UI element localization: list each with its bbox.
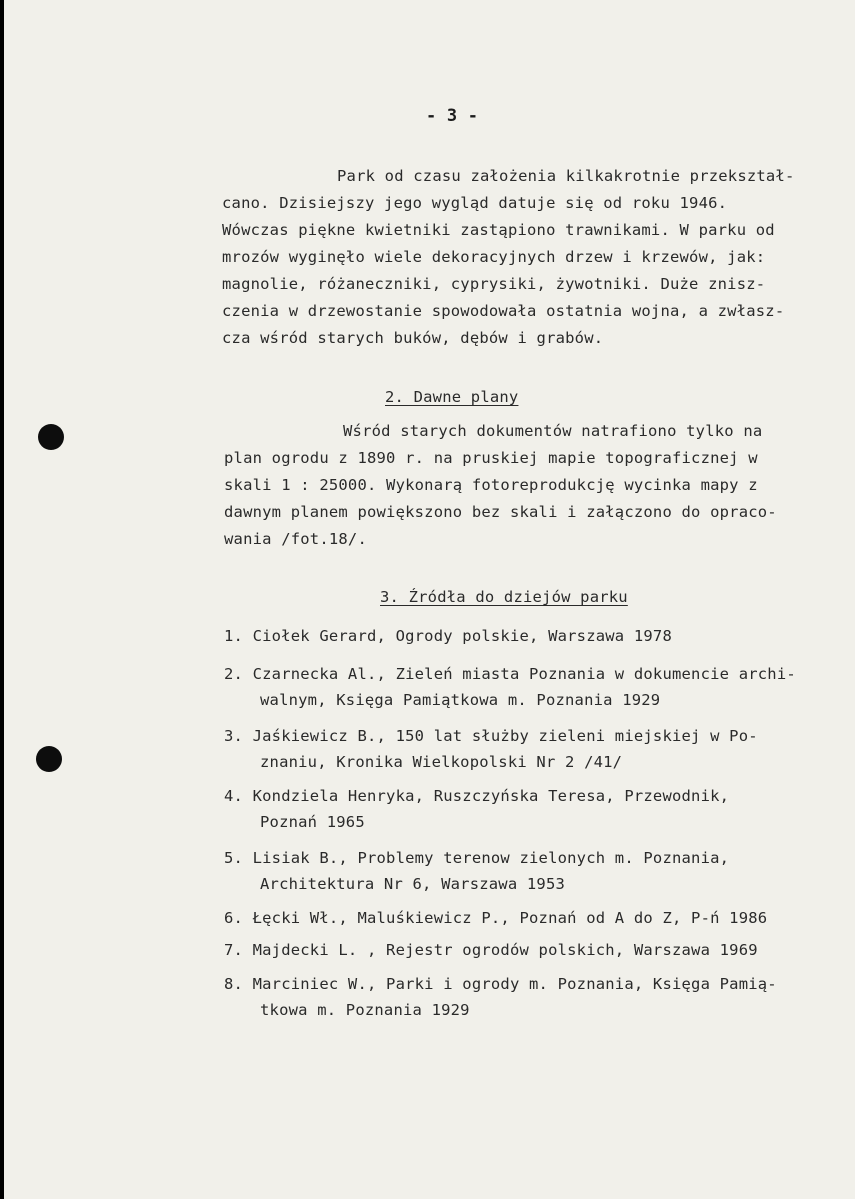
paragraph-line: wania /fot.18/. bbox=[224, 530, 367, 548]
source-entry: Architektura Nr 6, Warszawa 1953 bbox=[260, 875, 566, 893]
source-entry: Poznań 1965 bbox=[260, 813, 365, 831]
page-number: - 3 - bbox=[426, 106, 479, 126]
paragraph-line: Park od czasu założenia kilkakrotnie przekształ- bbox=[337, 167, 795, 185]
paragraph-line: cano. Dzisiejszy jego wygląd datuje się od roku 1946. bbox=[222, 194, 728, 212]
source-entry: 4. Kondziela Henryka, Ruszczyńska Teresa, Przewodnik, bbox=[224, 787, 730, 805]
source-entry: walnym, Księga Pamiątkowa m. Poznania 1929 bbox=[260, 691, 661, 709]
source-entry: 8. Marciniec W., Parki i ogrody m. Poznania, Księga Pamią- bbox=[224, 975, 777, 993]
binder-hole-bottom bbox=[36, 746, 62, 772]
paragraph-line: czenia w drzewostanie spowodowała ostatnia wojna, a zwłasz- bbox=[222, 302, 785, 320]
paragraph-line: magnolie, różaneczniki, cyprysiki, żywotniki. Duże znisz- bbox=[222, 275, 766, 293]
source-entry: 5. Lisiak B., Problemy terenow zielonych m. Poznania, bbox=[224, 849, 730, 867]
document-page bbox=[4, 0, 855, 1199]
paragraph-line: Wówczas piękne kwietniki zastąpiono trawnikami. W parku od bbox=[222, 221, 775, 239]
source-entry: tkowa m. Poznania 1929 bbox=[260, 1001, 470, 1019]
binder-hole-top bbox=[38, 424, 64, 450]
paragraph-line: cza wśród starych buków, dębów i grabów. bbox=[222, 329, 604, 347]
paragraph-line: mrozów wyginęło wiele dekoracyjnych drzew i krzewów, jak: bbox=[222, 248, 766, 266]
paragraph-line: Wśród starych dokumentów natrafiono tylko na bbox=[343, 422, 763, 440]
paragraph-line: dawnym planem powiększono bez skali i załączono do opraco- bbox=[224, 503, 777, 521]
section-heading: 3. Źródła do dziejów parku bbox=[380, 588, 628, 606]
paragraph-line: skali 1 : 25000. Wykonarą fotoreprodukcję wycinka mapy z bbox=[224, 476, 758, 494]
source-entry: znaniu, Kronika Wielkopolski Nr 2 /41/ bbox=[260, 753, 623, 771]
source-entry: 7. Majdecki L. , Rejestr ogrodów polskich, Warszawa 1969 bbox=[224, 941, 758, 959]
paragraph-line: plan ogrodu z 1890 r. na pruskiej mapie topograficznej w bbox=[224, 449, 758, 467]
source-entry: 2. Czarnecka Al., Zieleń miasta Poznania w dokumencie archi- bbox=[224, 665, 796, 683]
section-heading: 2. Dawne plany bbox=[385, 388, 519, 406]
source-entry: 3. Jaśkiewicz B., 150 lat służby zieleni miejskiej w Po- bbox=[224, 727, 758, 745]
source-entry: 6. Łęcki Wł., Maluśkiewicz P., Poznań od A do Z, P-ń 1986 bbox=[224, 909, 768, 927]
source-entry: 1. Ciołek Gerard, Ogrody polskie, Warszawa 1978 bbox=[224, 627, 672, 645]
